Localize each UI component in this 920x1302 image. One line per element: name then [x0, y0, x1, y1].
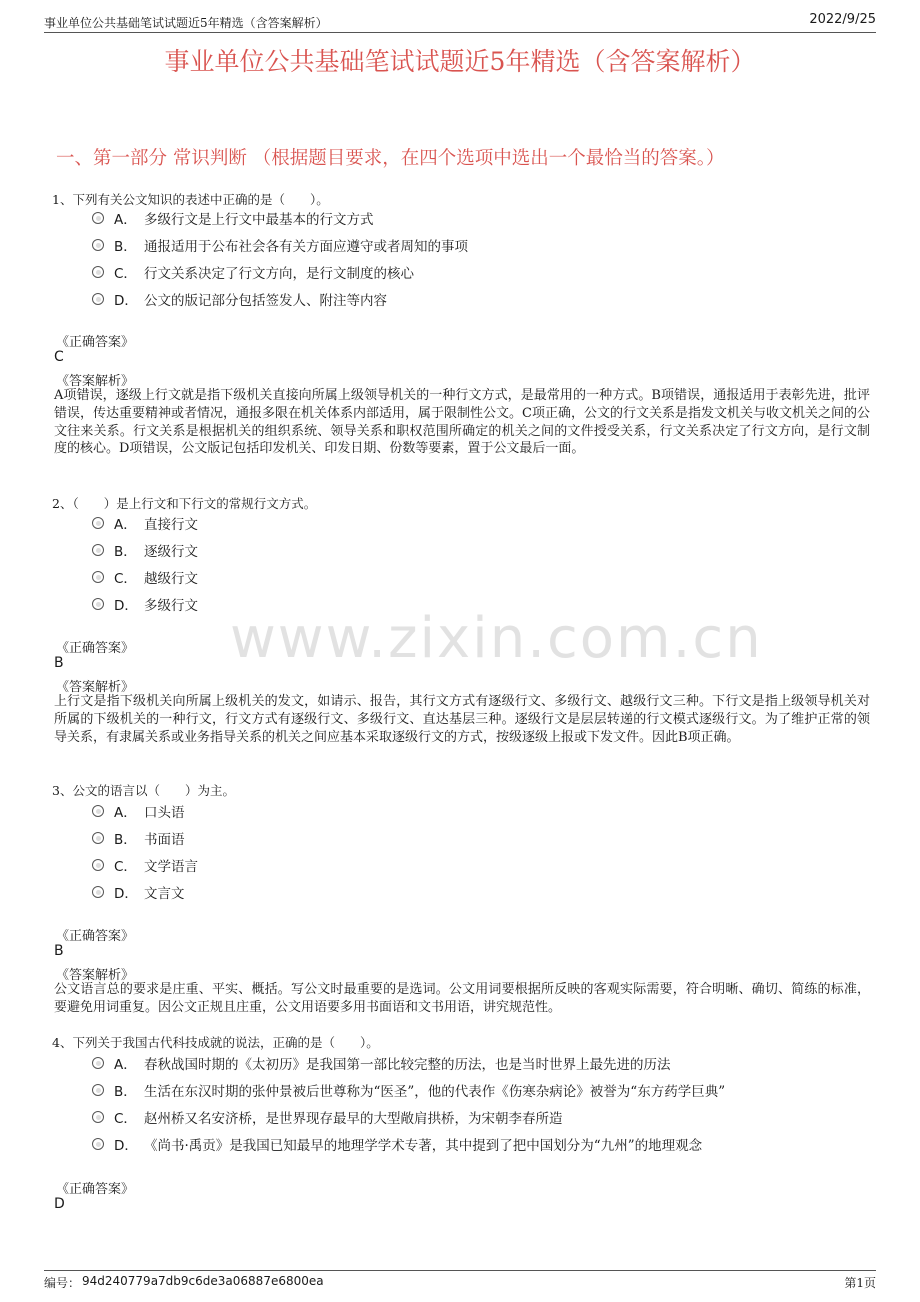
question-4-answer: D — [54, 1196, 65, 1212]
correct-answer-label: 《正确答案》 — [56, 929, 135, 944]
question-3-answer: B — [54, 943, 64, 959]
question-2-analysis: 上行文是指下级机关向所属上级机关的发文，如请示、报告，其行文方式有逐级行文、多级行文、越级行文三种。下行文是指上级领导机关对所属的下级机关的一种行文，行文方式有逐级行文、多级行文、直达基层三种。逐级行文是层层转递的行文模式逐级行文。为了维护正常的领导关系，有隶属关系或业务指导关系的机关之间应基本采取逐级行文的方式，按级逐级上报或下发文件。因此B项正确。 — [54, 694, 870, 745]
radio-button-icon[interactable] — [92, 239, 104, 251]
question-1-stem: 1、下列有关公文知识的表述中正确的是（ ）。 — [52, 192, 329, 207]
watermark: www.zixin.com.cn — [230, 606, 763, 671]
question-1-answer: C — [54, 349, 64, 365]
option-letter: A． — [114, 805, 137, 821]
section-title: 一、第一部分 常识判断 （根据题目要求，在四个选项中选出一个最恰当的答案。） — [56, 148, 725, 169]
radio-button-icon[interactable] — [92, 266, 104, 278]
option-letter: B． — [114, 832, 137, 848]
radio-button-icon[interactable] — [92, 886, 104, 898]
option-letter: C． — [114, 1111, 137, 1127]
analysis-label: 《答案解析》 — [56, 374, 135, 389]
footer-code-label: 编号： — [44, 1276, 81, 1290]
option-letter: D． — [114, 1138, 138, 1154]
option-letter: B． — [114, 544, 137, 560]
option-text: 春秋战国时期的《太初历》是我国第一部比较完整的历法，也是当时世界上最先进的历法 — [144, 1057, 671, 1073]
option-text: 行文关系决定了行文方向，是行文制度的核心 — [144, 266, 414, 282]
correct-answer-label: 《正确答案》 — [56, 1182, 135, 1197]
radio-button-icon[interactable] — [92, 571, 104, 583]
option-letter: A． — [114, 1057, 137, 1073]
correct-answer-label: 《正确答案》 — [56, 641, 135, 656]
option-letter: D． — [114, 293, 138, 309]
question-3-stem: 3、公文的语言以（ ）为主。 — [52, 783, 235, 798]
option-letter: A． — [114, 212, 137, 228]
option-letter: D． — [114, 886, 138, 902]
radio-button-icon[interactable] — [92, 212, 104, 224]
analysis-label: 《答案解析》 — [56, 680, 135, 695]
option-text: 生活在东汉时期的张仲景被后世尊称为“医圣”，他的代表作《伤寒杂病论》被誉为“东方药学巨典” — [144, 1084, 726, 1100]
footer-page-number: 第1页 — [844, 1276, 876, 1290]
option-text: 公文的版记部分包括签发人、附注等内容 — [144, 293, 387, 309]
footer-document-code: 94d240779a7db9c6de3a06887e6800ea — [82, 1274, 324, 1288]
question-2-stem: 2、（ ）是上行文和下行文的常规行文方式。 — [52, 496, 317, 511]
option-text: 越级行文 — [144, 571, 198, 587]
radio-button-icon[interactable] — [92, 1111, 104, 1123]
correct-answer-label: 《正确答案》 — [56, 335, 135, 350]
option-text: 多级行文 — [144, 598, 198, 614]
option-text: 书面语 — [144, 832, 185, 848]
radio-button-icon[interactable] — [92, 517, 104, 529]
option-letter: C． — [114, 859, 137, 875]
analysis-label: 《答案解析》 — [56, 968, 135, 983]
question-3-analysis: 公文语言总的要求是庄重、平实、概括。写公文时最重要的是选词。公文用词要根据所反映的客观实际需要，符合明晰、确切、简练的标准，要避免用词重复。因公文正规且庄重，公文用语要多用书面语和文书用语，讲究规范性。 — [54, 982, 870, 1015]
option-text: 文言文 — [144, 886, 185, 902]
option-letter: C． — [114, 571, 137, 587]
radio-button-icon[interactable] — [92, 1138, 104, 1150]
option-text: 通报适用于公布社会各有关方面应遵守或者周知的事项 — [144, 239, 468, 255]
option-text: 《尚书·禹贡》是我国已知最早的地理学学术专著，其中提到了把中国划分为“九州”的地理观念 — [144, 1138, 703, 1154]
question-2-answer: B — [54, 655, 64, 671]
option-letter: C． — [114, 266, 137, 282]
option-text: 逐级行文 — [144, 544, 198, 560]
option-text: 文学语言 — [144, 859, 198, 875]
radio-button-icon[interactable] — [92, 832, 104, 844]
option-letter: B． — [114, 239, 137, 255]
option-text: 赵州桥又名安济桥，是世界现存最早的大型敞肩拱桥，为宋朝李春所造 — [144, 1111, 563, 1127]
option-text: 直接行文 — [144, 517, 198, 533]
header-date: 2022/9/25 — [809, 12, 876, 27]
page-footer — [44, 1270, 876, 1293]
question-1-analysis: A项错误，逐级上行文就是指下级机关直接向所属上级领导机关的一种行文方式，是最常用的一种方式。B项错误，通报适用于表彰先进，批评错误，传达重要精神或者情况，通报多限在机关体系内部适用，属于限制性公文。C项正确，公文的行文关系是指发文机关与收文机关之间的公文往来关系。行文关系是根据机关的组织系统、领导关系和职权范围所确定的机关之间的文件授受关系，行文关系决定了行文方向，是行文制度的核心。D项错误，公文版记包括印发机关、印发日期、份数等要素，置于公文最后一面。 — [54, 388, 870, 457]
option-letter: A． — [114, 517, 137, 533]
option-text: 多级行文是上行文中最基本的行文方式 — [144, 212, 374, 228]
radio-button-icon[interactable] — [92, 1057, 104, 1069]
radio-button-icon[interactable] — [92, 544, 104, 556]
radio-button-icon[interactable] — [92, 598, 104, 610]
radio-button-icon[interactable] — [92, 293, 104, 305]
option-letter: D． — [114, 598, 138, 614]
document-title: 事业单位公共基础笔试试题近5年精选（含答案解析） — [164, 47, 756, 76]
option-text: 口头语 — [144, 805, 185, 821]
radio-button-icon[interactable] — [92, 805, 104, 817]
header-document-name: 事业单位公共基础笔试试题近5年精选（含答案解析） — [44, 16, 328, 30]
option-letter: B． — [114, 1084, 137, 1100]
question-4-stem: 4、下列关于我国古代科技成就的说法，正确的是（ ）。 — [52, 1035, 379, 1050]
radio-button-icon[interactable] — [92, 1084, 104, 1096]
page-header — [44, 12, 876, 33]
radio-button-icon[interactable] — [92, 859, 104, 871]
